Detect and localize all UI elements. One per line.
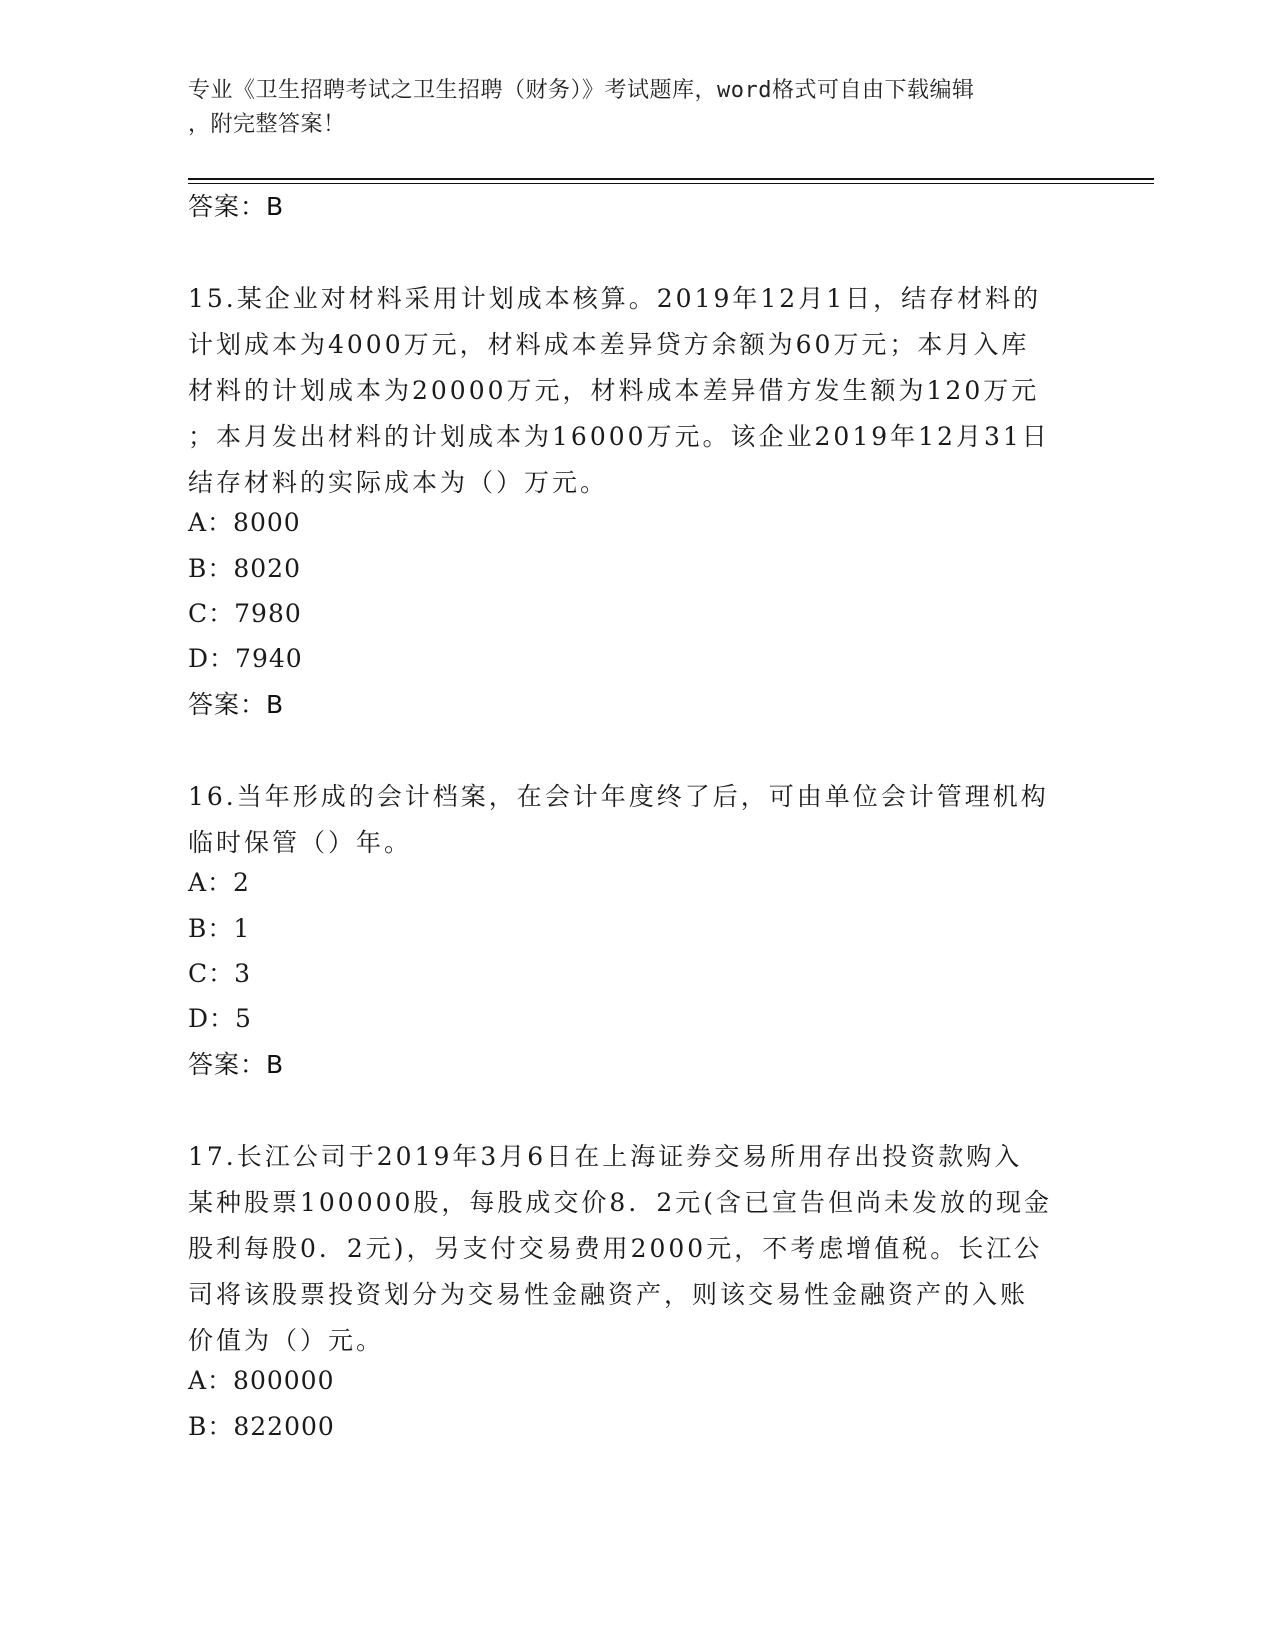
header-divider-thick: [188, 178, 1154, 180]
answer-label: 答案：B: [188, 192, 285, 221]
header-line-2: ，附完整答案！: [188, 112, 346, 137]
question-15-text: 15.某企业对材料采用计划成本核算。2019年12月1日，结存材料的 计划成本为4000万元，材料成本差异贷方余额为60万元；本月入库 材料的计划成本为20000万元，材料成本差异借方发生额为120万元 ；本月发出材料的计划成本为16000万元。该企业2019年12月31日 结存材料的实际成本为（）万元。: [188, 284, 1050, 497]
question-15-option-d: D：7940: [188, 644, 303, 673]
question-16-option-b: B：1: [188, 914, 251, 943]
question-15-option-b: B：8020: [188, 554, 301, 583]
question-16-text: 16.当年形成的会计档案，在会计年度终了后，可由单位会计管理机构 临时保管（）年。: [188, 782, 1049, 857]
question-15-answer: 答案：B: [188, 690, 285, 719]
question-16-option-c: C：3: [188, 959, 252, 988]
question-15-option-a: A：8000: [188, 508, 301, 537]
question-16-answer: 答案：B: [188, 1050, 285, 1079]
document-header: [188, 74, 1078, 142]
question-17-option-a: A：800000: [188, 1366, 335, 1395]
question-15-option-c: C：7980: [188, 599, 302, 628]
header-divider-thin: [188, 183, 1154, 184]
question-16-option-d: D：5: [188, 1004, 252, 1033]
header-line-1: 专业《卫生招聘考试之卫生招聘（财务）》考试题库，word格式可自由下载编辑: [188, 78, 975, 103]
question-17-option-b: B：822000: [188, 1412, 335, 1441]
question-16-option-a: A：2: [188, 868, 250, 897]
question-17-text: 17.长江公司于2019年3月6日在上海证券交易所用存出投资款购入 某种股票100000股，每股成交价8．2元(含已宣告但尚未发放的现金 股利每股0．2元)，另支付交易费用2000元，不考虑增值税。长江公 司将该股票投资划分为交易性金融资产，则该交易性金融资产的入账 价值为（）元。: [188, 1142, 1053, 1355]
